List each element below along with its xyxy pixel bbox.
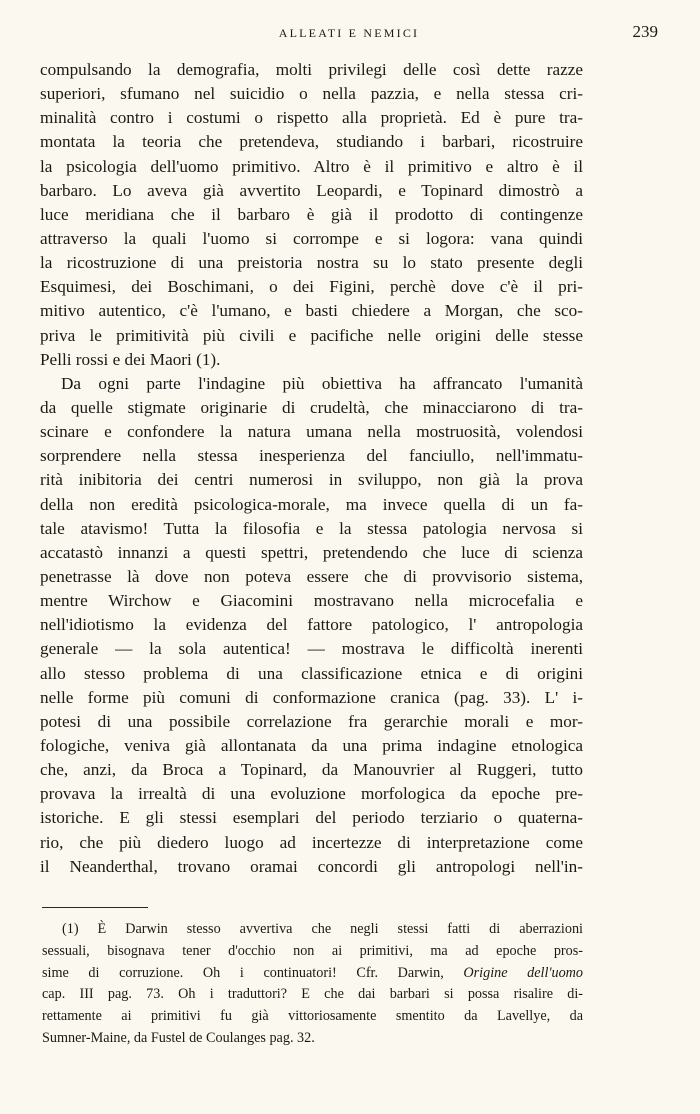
text-line: sorprendere nella stessa inesperienza del fanciullo, nell'immatu- xyxy=(40,446,583,466)
paragraph-start-line: Da ogni parte l'indagine più obiettiva ha affrancato l'umanità xyxy=(61,373,583,393)
text-line: mitivo autentico, c'è l'umano, e basti chiedere a Morgan, che sco- xyxy=(40,301,583,321)
text-line: priva le primitività più civili e pacifiche nelle origini delle stesse xyxy=(40,325,583,345)
running-title: ALLEATI E NEMICI xyxy=(278,26,420,40)
text-line: nelle forme più comuni di conformazione cranica (pag. 33). L' i- xyxy=(40,687,583,707)
footnote-line: Sumner-Maine, da Fustel de Coulanges pag. 32. xyxy=(42,1029,315,1046)
footnote-line: sessuali, bisognava tener d'occhio non ai primitivi, ma ad epoche pros- xyxy=(42,942,583,959)
text-line: da quelle stigmate originarie di crudeltà, che minacciarono di tra- xyxy=(40,397,583,417)
text-line: istoriche. E gli stessi esemplari del periodo terziario o quaterna- xyxy=(40,808,583,828)
body-text xyxy=(40,58,583,879)
text-line: generale — la sola autentica! — mostrava le difficoltà inerenti xyxy=(40,639,583,659)
footnote xyxy=(42,919,583,1050)
text-line: la psicologia dell'uomo primitivo. Altro è il primitivo e altro è il xyxy=(40,156,583,176)
text-line: il Neanderthal, trovano oramai concordi gli antropologi nell'in- xyxy=(40,856,583,876)
text-line: penetrasse là dove non poteva essere che di provvisorio sistema, xyxy=(40,566,583,586)
text-line: che, anzi, da Broca a Topinard, da Manouvrier al Ruggeri, tutto xyxy=(40,760,583,780)
text-line: compulsando la demografia, molti privilegi delle così dette razze xyxy=(40,60,583,79)
text-line: potesi di una possibile correlazione fra gerarchie morali e mor- xyxy=(40,711,583,731)
cited-title: Origine dell'uomo xyxy=(463,964,584,981)
text-line: barbaro. Lo aveva già avvertito Leopardi, e Topinard dimostrò a xyxy=(40,180,583,200)
footnote-line: rettamente ai primitivi fu già vittoriosamente smentito da Lavellye, da xyxy=(42,1008,583,1025)
footnote-line: (1) È Darwin stesso avvertiva che negli stessi fatti di aberrazioni xyxy=(62,921,583,937)
text-line: la ricostruzione di una preistoria nostra su lo stato presente degli xyxy=(40,253,583,273)
text-line: montata la teoria che pretendeva, studiando i barbari, ricostruire xyxy=(40,132,583,152)
text-line: scinare e confondere la natura umana nella mostruosità, volendosi xyxy=(40,422,583,442)
text-line: rio, che più diedero luogo ad incertezze di interpretazione come xyxy=(40,832,583,852)
text-line: minalità contro i costumi o rispetto alla proprietà. Ed è pure tra- xyxy=(40,108,583,128)
page-header xyxy=(40,22,658,46)
paragraph-end-line: Pelli rossi e dei Maori (1). xyxy=(40,349,221,369)
text-line: mentre Wirchow e Giacomini mostravano nella microcefalia e xyxy=(40,591,583,611)
text-line: provava la irrealtà di una evoluzione morfologica da epoche pre- xyxy=(40,784,583,804)
text-line: attraverso la quali l'uomo si corrompe e si logora: vana quindi xyxy=(40,228,583,248)
text-line: allo stesso problema di una classificazione etnica e di origini xyxy=(40,663,583,683)
text-line: della non eredità psicologica-morale, ma invece quella di un fa- xyxy=(40,494,583,514)
page-number: 239 xyxy=(632,22,658,41)
text-line: tale atavismo! Tutta la filosofia e la stessa patologia nervosa si xyxy=(40,518,583,538)
text-line: Esquimesi, dei Boschimani, o dei Figini, perchè dove c'è il pri- xyxy=(40,277,583,297)
footnote-separator xyxy=(42,907,148,908)
text-line: superiori, sfumano nel suicidio o nella pazzia, e nella stessa cri- xyxy=(40,84,583,104)
footnote-line xyxy=(42,963,583,985)
footnote-line-text: sime di corruzione. Oh i continuatori! Cfr. Darwin, xyxy=(42,964,444,981)
text-line: luce meridiana che il barbaro è già il prodotto di contingenze xyxy=(40,204,583,224)
text-line: rità inibitoria dei centri numerosi in sviluppo, non già la prova xyxy=(40,470,583,490)
footnote-line: cap. III pag. 73. Oh i traduttori? E che dai barbari si possa risalire di- xyxy=(42,986,583,1003)
text-line: fologiche, veniva già allontanata da una prima indagine etnologica xyxy=(40,735,583,755)
text-line: nell'idiotismo la evidenza del fattore patologico, l' antropologia xyxy=(40,615,583,635)
text-line: accatastò innanzi a questi spettri, pretendendo che luce di scienza xyxy=(40,542,583,562)
